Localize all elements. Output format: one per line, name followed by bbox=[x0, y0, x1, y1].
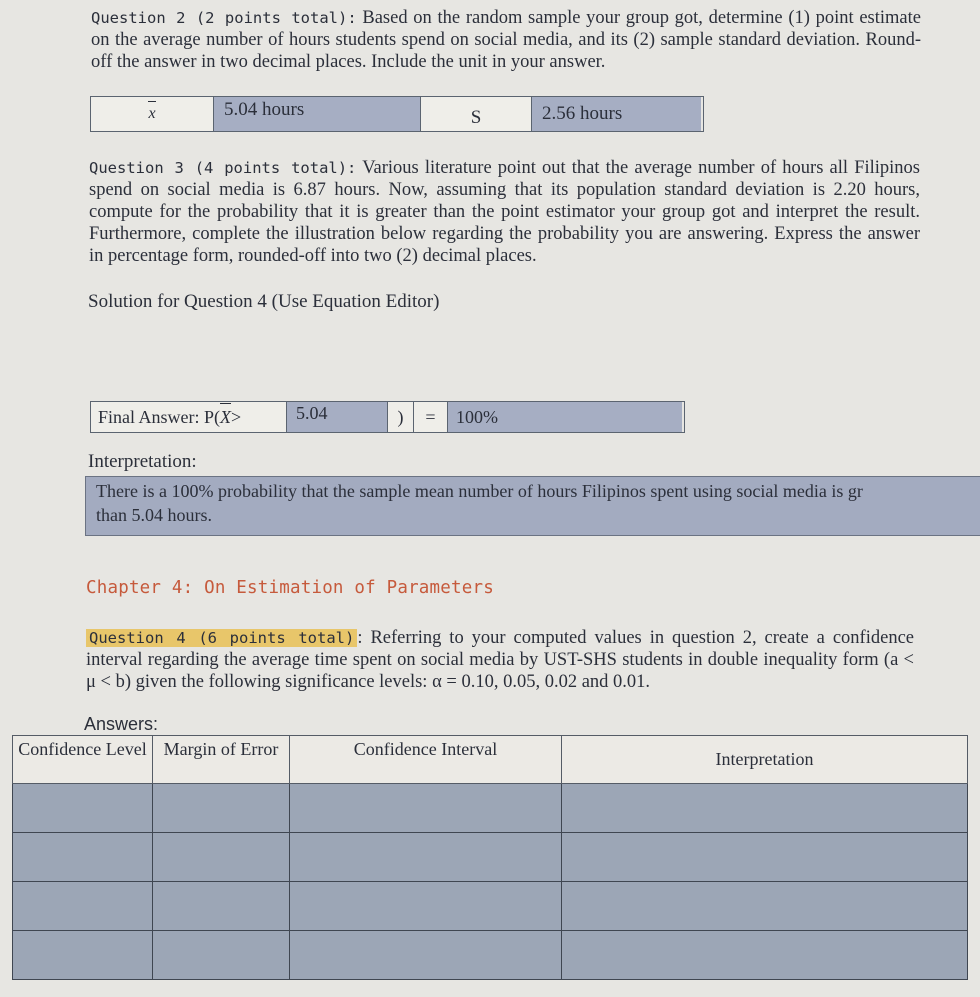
confidence-interval-table bbox=[12, 735, 968, 980]
final-answer-label bbox=[91, 402, 287, 432]
interpretation-cell[interactable] bbox=[562, 882, 968, 931]
confidence-interval-cell[interactable] bbox=[290, 931, 562, 980]
margin-of-error-cell[interactable] bbox=[153, 931, 290, 980]
final-answer-row bbox=[90, 401, 685, 433]
margin-of-error-cell[interactable] bbox=[153, 833, 290, 882]
question-3-label: Question 3 (4 points total): bbox=[89, 159, 357, 177]
margin-of-error-cell[interactable] bbox=[153, 784, 290, 833]
final-answer-value-field[interactable]: 5.04 bbox=[287, 402, 388, 432]
table-row bbox=[13, 931, 968, 980]
mean-value-field[interactable]: 5.04 hours bbox=[214, 97, 421, 131]
equals-cell: = bbox=[414, 402, 448, 432]
point-estimate-table bbox=[90, 96, 704, 132]
interpretation-label: Interpretation: bbox=[88, 451, 197, 472]
close-paren-cell: ) bbox=[388, 402, 414, 432]
table-row bbox=[13, 833, 968, 882]
question-2-body: Based on the random sample your group got, determine (1) point estimate on the average number of hours students spend on social media, and its (2) sample standard deviation. Round-off the answer in two decimal places. Include the unit in your answer. bbox=[91, 8, 921, 72]
confidence-level-cell[interactable] bbox=[13, 784, 153, 833]
table-row bbox=[13, 784, 968, 833]
final-answer-prefix: Final Answer: P( bbox=[98, 406, 221, 427]
question-4-text bbox=[86, 627, 914, 693]
confidence-level-cell[interactable] bbox=[13, 931, 153, 980]
confidence-level-cell[interactable] bbox=[13, 833, 153, 882]
interpretation-line-1: There is a 100% probability that the sample mean number of hours Filipinos spent using social media is gr bbox=[96, 481, 863, 501]
header-margin-of-error: Margin of Error bbox=[153, 736, 290, 784]
header-interpretation: Interpretation bbox=[562, 736, 968, 784]
greater-than-sign: > bbox=[231, 406, 242, 427]
solution-heading: Solution for Question 4 (Use Equation Editor) bbox=[88, 291, 440, 312]
answers-label: Answers: bbox=[84, 714, 159, 734]
x-bar-symbol: x bbox=[148, 105, 156, 122]
confidence-level-cell[interactable] bbox=[13, 882, 153, 931]
question-2-text bbox=[91, 7, 921, 73]
confidence-interval-cell[interactable] bbox=[290, 833, 562, 882]
question-4-body: : Referring to your computed values in question 2, create a confidence interval regarding the average time spent on social media by UST-SHS students in double inequality form (a < μ < b) given the following significance levels: α = 0.10, 0.05, 0.02 and 0.01. bbox=[86, 628, 914, 692]
question-3-text bbox=[89, 157, 920, 267]
x-bar-capital: X bbox=[220, 406, 232, 427]
header-confidence-interval: Confidence Interval bbox=[290, 736, 562, 784]
confidence-interval-cell[interactable] bbox=[290, 784, 562, 833]
interpretation-cell[interactable] bbox=[562, 833, 968, 882]
interpretation-cell[interactable] bbox=[562, 931, 968, 980]
sd-symbol-cell: S bbox=[421, 97, 532, 131]
interpretation-line-2: than 5.04 hours. bbox=[96, 505, 212, 525]
question-4-label: Question 4 (6 points total) bbox=[86, 629, 357, 647]
mean-symbol-cell bbox=[91, 97, 214, 131]
question-2-label: Question 2 (2 points total): bbox=[91, 9, 357, 27]
interpretation-field[interactable] bbox=[85, 476, 980, 536]
interpretation-cell[interactable] bbox=[562, 784, 968, 833]
sd-value-field[interactable]: 2.56 hours bbox=[532, 97, 701, 131]
question-3-body: Various literature point out that the average number of hours all Filipinos spend on social media is 6.87 hours. Now, assuming that its population standard deviation is 2.20 hours, compute for the probability that it is greater than the point estimator your group got and interpret the result. Furthermore, complete the illustration below regarding the probability you are answering. Express the answer in percentage form, rounded-off into two (2) decimal places. bbox=[89, 158, 921, 266]
table-row bbox=[13, 882, 968, 931]
header-confidence-level: Confidence Level bbox=[13, 736, 153, 784]
confidence-interval-cell[interactable] bbox=[290, 882, 562, 931]
margin-of-error-cell[interactable] bbox=[153, 882, 290, 931]
chapter-title: Chapter 4: On Estimation of Parameters bbox=[86, 578, 494, 598]
final-answer-result-field[interactable]: 100% bbox=[448, 402, 682, 432]
